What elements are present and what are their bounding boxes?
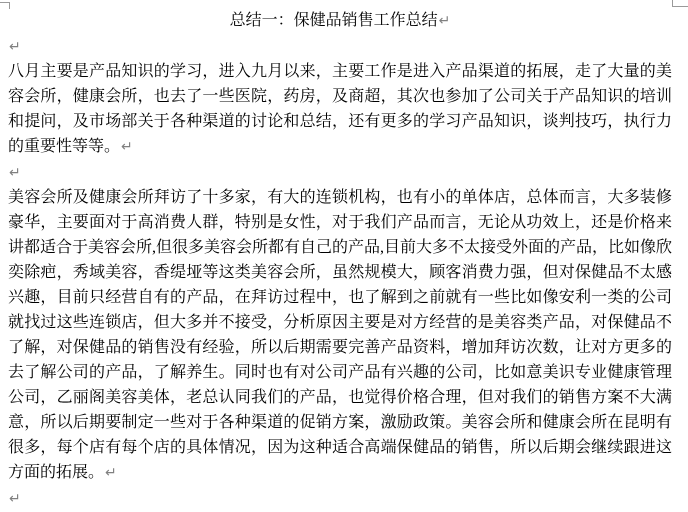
- paragraph-mark-icon: ↵: [121, 139, 133, 155]
- body-paragraph: [8, 59, 672, 160]
- paragraph-mark-icon: ↵: [9, 491, 21, 507]
- document-title-line: [8, 8, 672, 34]
- paragraph-mark-icon: ↵: [105, 465, 117, 481]
- paragraph-text: 美容会所及健康会所拜访了十多家，有大的连锁机构，也有小的单体店，总体而言，大多装修豪华，主要面对于高消费人群，特别是女性，对于我们产品而言，无论从功效上，还是价格来讲都适合于美容会所,但很多美容会所都有自己的产品,目前大多不太接受外面的产品，比如像欣奕除疤，秀域美容，香缇垭等这类美容会所，虽然规模大，顾客消费力强，但对保健品不太感兴趣，目前只经营自有的产品，在拜访过程中，也了解到之前就有一些比如像安利一类的公司就找过这些连锁店，但大多并不接受，分析原因主要是对方经营的是美容类产品，对保健品不了解，对保健品的销售没有经验，所以后期需要完善产品资料，增加拜访次数，让对方更多的去了解公司的产品，了解养生。同时也有对公司产品有兴趣的公司，比如意美识专业健康管理公司，乙丽阁美容美体，老总认同我们的产品，也觉得价格合理，但对我们的销售方案不大满意，所以后期要制定一些对于各种渠道的促销方案，激励政策。美容会所和健康会所在昆明有很多，每个店有每个店的具体情况，因为这种适合高端保健品的销售，所以后期会继续跟进这方面的拓展。: [8, 189, 673, 481]
- paragraph-mark-icon: ↵: [9, 39, 21, 55]
- body-paragraph: [8, 185, 672, 486]
- paragraph-mark-icon: ↵: [438, 13, 451, 29]
- page-title: 总结一：保健品销售工作总结: [229, 12, 438, 29]
- empty-paragraph: [8, 34, 672, 59]
- text-boundary-corner-mark-top-right: [672, 0, 688, 7]
- paragraph-text: 八月主要是产品知识的学习，进入九月以来，主要工作是进入产品渠道的拓展，走了大量的美容会所，健康会所，也去了一些医院，药房，及商超，其次也参加了公司关于产品知识的培训和提问，及市场部关于各种渠道的讨论和总结，还有更多的学习产品知识，谈判技巧，执行力的重要性等等。: [8, 63, 672, 155]
- empty-paragraph: [8, 160, 672, 185]
- document-text-area[interactable]: [8, 8, 672, 511]
- paragraph-mark-icon: ↵: [9, 165, 21, 181]
- empty-paragraph: [8, 486, 672, 511]
